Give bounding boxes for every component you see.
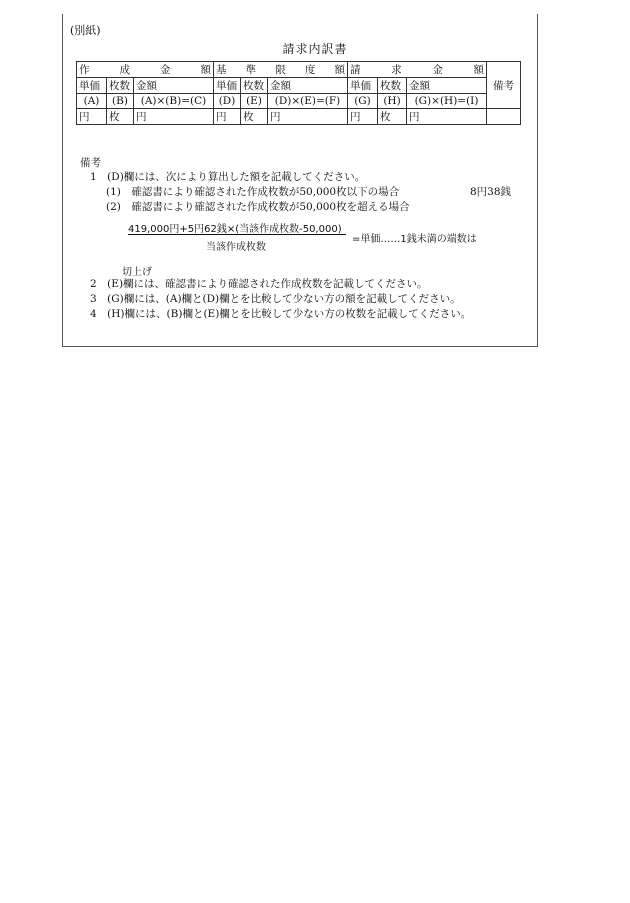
col-code: (B) — [107, 94, 134, 109]
formula-numerator: 419,000円+5円62銭×(当該作成枚数-50,000) — [128, 224, 342, 235]
unit-cell: 円 — [407, 109, 487, 125]
note-1-1: (1) 確認書により確認された作成枚数が50,000枚以下の場合 — [106, 186, 400, 198]
note-3: 3 (G)欄には、(A)欄と(D)欄とを比較して少ない方の額を記載してください。 — [90, 293, 461, 305]
note-1: 1 (D)欄には、次により算出した額を記載してください。 — [90, 171, 366, 183]
col-name: 単価 — [77, 78, 107, 94]
unit-cell: 枚 — [378, 109, 407, 125]
formula-result: =単価……1銭未満の端数は — [352, 234, 477, 245]
col-code: (D)×(E)=(F) — [268, 94, 348, 109]
col-code: (H) — [378, 94, 407, 109]
group-sakusei-kingaku: 作 成 金 額 — [77, 62, 214, 78]
annex-label: (別紙) — [70, 24, 101, 37]
unit-cell: 円 — [348, 109, 378, 125]
col-name: 金額 — [407, 78, 487, 94]
col-code: (A)×(B)=(C) — [134, 94, 214, 109]
unit-cell: 円 — [77, 109, 107, 125]
document-title: 請求内訳書 — [282, 42, 348, 56]
group-seikyu-kingaku: 請 求 金 額 — [348, 62, 487, 78]
unit-cell: 枚 — [241, 109, 268, 125]
col-name: 金額 — [134, 78, 214, 94]
invoice-breakdown-table — [76, 61, 521, 125]
remarks-cell — [487, 109, 521, 125]
group-header-row — [77, 62, 521, 78]
remarks-header: 備考 — [487, 62, 521, 109]
formula-rounding: 切上げ — [122, 267, 152, 278]
note-1-1-value: 8円38銭 — [470, 186, 512, 198]
data-entry-row — [77, 109, 521, 125]
col-name: 金額 — [268, 78, 348, 94]
unit-cell: 円 — [214, 109, 241, 125]
col-code: (D) — [214, 94, 241, 109]
note-2: 2 (E)欄には、確認書により確認された作成枚数を記載してください。 — [90, 278, 428, 290]
col-name: 枚数 — [107, 78, 134, 94]
column-code-row — [77, 94, 521, 109]
col-name: 枚数 — [378, 78, 407, 94]
formula-denominator: 当該作成枚数 — [206, 242, 266, 253]
column-name-row — [77, 78, 521, 94]
col-code: (E) — [241, 94, 268, 109]
fraction-bar — [128, 234, 346, 235]
col-name: 枚数 — [241, 78, 268, 94]
unit-cell: 円 — [134, 109, 214, 125]
group-kijun-gendogaku: 基 準 限 度 額 — [214, 62, 348, 78]
unit-cell: 枚 — [107, 109, 134, 125]
col-code: (G)×(H)=(I) — [407, 94, 487, 109]
note-4: 4 (H)欄には、(B)欄と(E)欄とを比較して少ない方の枚数を記載してください。 — [90, 308, 472, 320]
notes-heading: 備考 — [80, 157, 101, 169]
note-1-2: (2) 確認書により確認された作成枚数が50,000枚を超える場合 — [106, 201, 410, 213]
col-name: 単価 — [214, 78, 241, 94]
col-code: (A) — [77, 94, 107, 109]
col-code: (G) — [348, 94, 378, 109]
col-name: 単価 — [348, 78, 378, 94]
unit-cell: 円 — [268, 109, 348, 125]
